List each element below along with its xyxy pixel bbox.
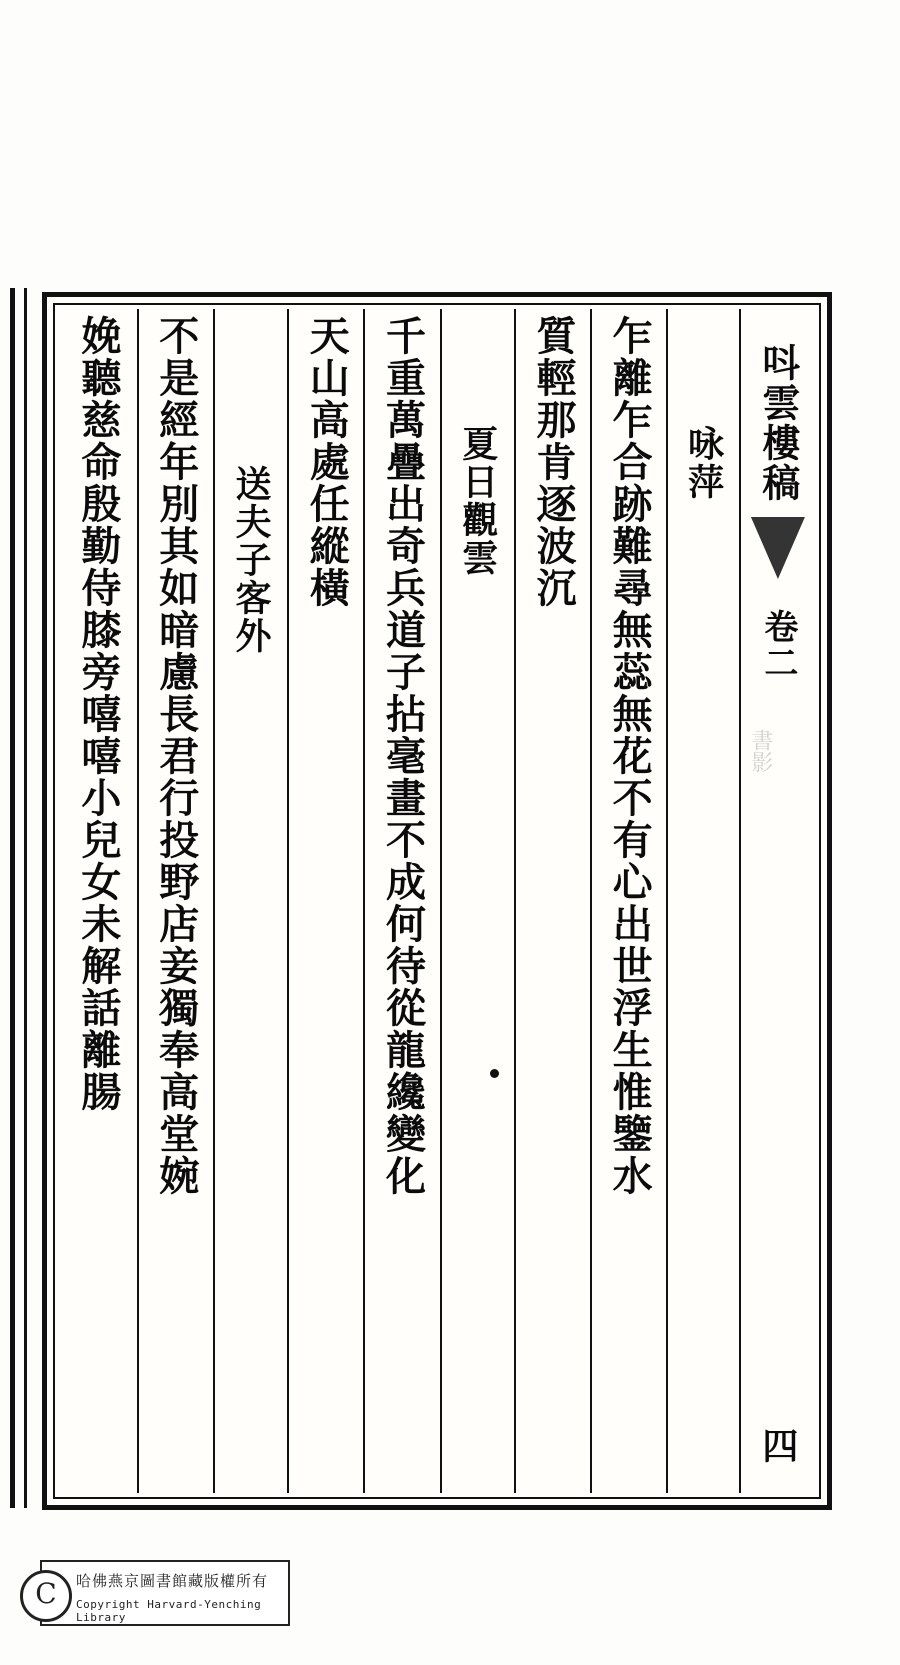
poem-line-6: 娩聽慈命殷勤侍膝旁嘻嘻小兒女未解話離腸 <box>74 315 122 1113</box>
library-stamp <box>35 1560 290 1626</box>
poem-title-yongping: 咏萍 <box>682 425 725 501</box>
fishtail-mark <box>751 517 805 579</box>
ink-dot <box>490 1069 499 1078</box>
book-title: 呌雲樓稿 <box>755 343 801 503</box>
library-stamp-line2: Copyright Harvard-Yenching Library <box>76 1598 262 1624</box>
vertical-text-columns <box>59 309 815 1493</box>
column-1 <box>666 309 739 1493</box>
column-8 <box>137 309 213 1493</box>
text-block-frame <box>42 292 832 1510</box>
poem-line-3: 千重萬疊出奇兵道子拈毫畫不成何待從龍纔變化 <box>379 315 427 1197</box>
poem-line-2: 質輕那肯逐波沉 <box>529 315 577 609</box>
column-3 <box>514 309 590 1493</box>
column-4 <box>440 309 514 1493</box>
column-7 <box>213 309 287 1493</box>
header-column <box>739 309 815 1493</box>
binding-rule-outer <box>10 288 15 1508</box>
poem-title-xiariguanyun: 夏日觀雲 <box>456 425 499 577</box>
poem-line-5: 不是經年別其如暗慮長君行投野店妾獨奉高堂婉 <box>152 315 200 1197</box>
column-6 <box>287 309 363 1493</box>
poem-line-1: 乍離乍合跡難尋無蕊無花不有心出世浮生惟鑒水 <box>606 315 654 1197</box>
volume-label: 卷二 <box>757 609 798 681</box>
poem-title-songfuzikewai: 送夫子客外 <box>230 465 272 655</box>
column-5 <box>363 309 439 1493</box>
binding-rule-inner <box>24 288 27 1508</box>
library-stamp-line1: 哈佛燕京圖書館藏版權所有 <box>76 1572 269 1590</box>
column-2 <box>590 309 666 1493</box>
folio-number: 四 <box>756 1427 799 1465</box>
copyright-icon: C <box>20 1570 72 1622</box>
column-9 <box>59 309 137 1493</box>
bleed-through-text: 書影 <box>747 729 773 773</box>
poem-line-4: 天山高處任縱橫 <box>303 315 351 609</box>
